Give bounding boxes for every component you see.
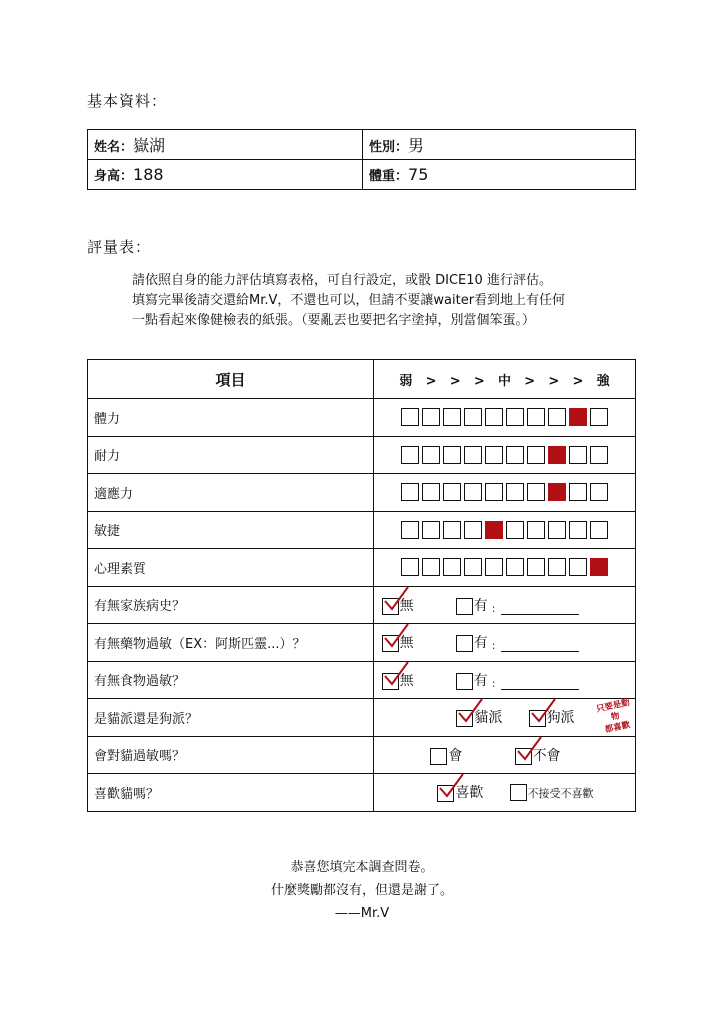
colon: : <box>491 639 496 653</box>
option-no[interactable] <box>515 745 561 765</box>
rating-box[interactable] <box>443 446 461 464</box>
rating-scale[interactable] <box>401 446 608 464</box>
checkbox[interactable] <box>456 635 473 652</box>
colon: : <box>491 676 496 690</box>
scale-arrow: > <box>572 373 584 389</box>
footer-line: 什麼獎勵都沒有，但還是謝了。 <box>270 883 453 898</box>
question-answers <box>374 624 636 662</box>
rating-scale[interactable] <box>401 558 608 576</box>
checkbox[interactable] <box>437 785 454 802</box>
rating-box[interactable] <box>569 521 587 539</box>
name-label: 姓名： <box>94 140 134 155</box>
rating-cell <box>374 436 636 474</box>
rating-label: 體力 <box>88 399 374 437</box>
option-no[interactable] <box>382 632 414 652</box>
basic-info-table <box>87 129 636 190</box>
option-label: 有 <box>473 672 488 689</box>
question-label: 喜歡貓嗎？ <box>88 774 374 812</box>
rating-box[interactable] <box>485 558 503 576</box>
rating-label: 耐力 <box>88 436 374 474</box>
option-label: 不會 <box>532 747 561 764</box>
option-no[interactable] <box>382 595 414 615</box>
option-label: 貓派 <box>474 710 503 727</box>
option-label: 有 <box>473 635 488 652</box>
scale-weak: 弱 <box>399 373 413 389</box>
rating-box[interactable] <box>401 521 419 539</box>
rating-box[interactable] <box>527 408 545 426</box>
rating-box[interactable] <box>485 446 503 464</box>
rating-cell <box>374 549 636 587</box>
footer-line: 恭喜您填完本調查問卷。 <box>290 860 434 875</box>
checkbox[interactable] <box>456 598 473 615</box>
height-label: 身高： <box>94 169 134 184</box>
option-label: 有 <box>473 597 488 614</box>
rating-scale[interactable] <box>401 408 608 426</box>
weight-cell <box>363 160 636 190</box>
option-label: 會 <box>448 747 463 764</box>
table-header-row <box>88 360 636 399</box>
question-row <box>88 661 636 699</box>
rating-cell <box>374 399 636 437</box>
question-answers <box>374 661 636 699</box>
scale-arrow: > <box>425 373 437 389</box>
scale-arrow: > <box>548 373 560 389</box>
rating-box[interactable] <box>401 408 419 426</box>
rating-box[interactable] <box>443 483 461 501</box>
name-value: 嶽湖 <box>133 136 166 155</box>
question-row <box>88 736 636 774</box>
checkbox[interactable] <box>515 748 532 765</box>
question-label: 是貓派還是狗派？ <box>88 699 374 737</box>
option-label: 無 <box>399 635 414 652</box>
question-answers <box>374 699 636 737</box>
rating-label: 敏捷 <box>88 511 374 549</box>
option-yes[interactable] <box>456 595 580 615</box>
rating-box[interactable] <box>443 521 461 539</box>
rating-box[interactable] <box>464 521 482 539</box>
instruction-line: 一點看起來像健檢表的紙張。（要亂丟也要把名字塗掉，別當個笨蛋。） <box>132 313 536 328</box>
rating-box[interactable] <box>548 558 566 576</box>
rating-box[interactable] <box>506 558 524 576</box>
weight-value: 75 <box>408 165 429 184</box>
rating-box[interactable] <box>401 446 419 464</box>
rating-box[interactable] <box>590 558 608 576</box>
checkbox[interactable] <box>382 673 399 690</box>
scale-arrow: > <box>473 373 485 389</box>
rating-box[interactable] <box>569 446 587 464</box>
option-dog[interactable] <box>529 707 575 727</box>
instructions <box>132 271 612 331</box>
rating-box[interactable] <box>569 483 587 501</box>
rating-box[interactable] <box>590 408 608 426</box>
rating-label: 適應力 <box>88 474 374 512</box>
rating-box[interactable] <box>443 558 461 576</box>
rating-row <box>88 474 636 512</box>
scale-arrow: > <box>524 373 536 389</box>
note-line: 都喜歡 <box>604 720 632 736</box>
rating-box[interactable] <box>506 408 524 426</box>
rating-box[interactable] <box>527 558 545 576</box>
rating-box[interactable] <box>422 521 440 539</box>
instruction-line: 填寫完畢後請交還給Mr.V，不還也可以，但請不要讓waiter看到地上有任何 <box>132 293 566 308</box>
rating-row <box>88 511 636 549</box>
option-label: 狗派 <box>546 710 575 727</box>
question-answers <box>374 774 636 812</box>
footer-signature: ——Mr.V <box>334 906 390 921</box>
option-yes[interactable] <box>456 670 580 690</box>
option-dislike[interactable] <box>510 784 594 801</box>
rating-box[interactable] <box>422 408 440 426</box>
question-label: 會對貓過敏嗎？ <box>88 736 374 774</box>
checkbox[interactable] <box>382 598 399 615</box>
rating-box[interactable] <box>569 558 587 576</box>
rating-box[interactable] <box>485 408 503 426</box>
checkbox[interactable] <box>382 635 399 652</box>
rating-row <box>88 436 636 474</box>
question-row <box>88 699 636 737</box>
option-yes[interactable] <box>456 632 580 652</box>
rating-row <box>88 399 636 437</box>
option-cat[interactable] <box>456 707 502 727</box>
instruction-line: 請依照自身的能力評估填寫表格，可自行設定，或骰 DICE10 進行評估。 <box>132 273 552 288</box>
question-answers <box>374 586 636 624</box>
gender-cell <box>363 130 636 160</box>
handwritten-note <box>593 697 638 737</box>
rating-box[interactable] <box>548 446 566 464</box>
option-label: 無 <box>399 597 414 614</box>
fill-blank[interactable] <box>501 675 579 690</box>
rating-row <box>88 549 636 587</box>
rating-box[interactable] <box>464 558 482 576</box>
checkbox[interactable] <box>456 673 473 690</box>
rating-cell <box>374 474 636 512</box>
scale-arrow: > <box>449 373 461 389</box>
rating-box[interactable] <box>422 558 440 576</box>
question-label: 有無藥物過敏（EX：阿斯匹靈...）？ <box>88 624 374 662</box>
weight-label: 體重： <box>369 169 409 184</box>
gender-value: 男 <box>408 136 425 155</box>
option-label: 無 <box>399 672 414 689</box>
rating-scale[interactable] <box>401 521 608 539</box>
rating-box[interactable] <box>527 446 545 464</box>
question-row <box>88 774 636 812</box>
rating-box[interactable] <box>527 483 545 501</box>
item-column-header: 項目 <box>88 360 374 399</box>
question-label: 有無家族病史？ <box>88 586 374 624</box>
rating-scale[interactable] <box>401 483 608 501</box>
rating-box[interactable] <box>401 558 419 576</box>
rating-box[interactable] <box>464 446 482 464</box>
note-line: 只要是動物 <box>595 697 631 723</box>
rating-box[interactable] <box>506 446 524 464</box>
option-no[interactable] <box>382 670 414 690</box>
question-row <box>88 586 636 624</box>
rating-box[interactable] <box>422 446 440 464</box>
option-label: 喜歡 <box>455 785 484 802</box>
checkbox[interactable] <box>430 748 447 765</box>
basic-info-title: 基本資料： <box>87 92 168 110</box>
colon: : <box>491 601 496 615</box>
question-answers <box>374 736 636 774</box>
rating-box[interactable] <box>464 408 482 426</box>
checkbox[interactable] <box>529 710 546 727</box>
fill-blank[interactable] <box>501 637 579 652</box>
rating-box[interactable] <box>485 483 503 501</box>
checkbox[interactable] <box>456 710 473 727</box>
evaluation-table <box>87 359 636 812</box>
scale-mid: 中 <box>497 373 511 389</box>
rating-box[interactable] <box>485 521 503 539</box>
option-like[interactable] <box>437 782 483 802</box>
rating-cell <box>374 511 636 549</box>
question-row <box>88 624 636 662</box>
rating-box[interactable] <box>548 521 566 539</box>
height-value: 188 <box>133 165 164 184</box>
scale-header <box>374 360 636 399</box>
gender-label: 性別： <box>369 140 409 155</box>
rating-box[interactable] <box>464 483 482 501</box>
rating-box[interactable] <box>527 521 545 539</box>
height-cell <box>88 160 363 190</box>
scale-strong: 強 <box>596 373 610 389</box>
rating-box[interactable] <box>590 483 608 501</box>
option-label: 不接受不喜歡 <box>527 786 594 800</box>
evaluation-title: 評量表： <box>87 238 152 256</box>
fill-blank[interactable] <box>501 600 579 615</box>
rating-box[interactable] <box>506 483 524 501</box>
rating-box[interactable] <box>401 483 419 501</box>
rating-label: 心理素質 <box>88 549 374 587</box>
option-yes[interactable] <box>430 745 462 765</box>
rating-box[interactable] <box>443 408 461 426</box>
question-label: 有無食物過敏？ <box>88 661 374 699</box>
rating-box[interactable] <box>548 483 566 501</box>
rating-box[interactable] <box>506 521 524 539</box>
checkbox[interactable] <box>510 784 527 801</box>
rating-box[interactable] <box>590 521 608 539</box>
rating-box[interactable] <box>569 408 587 426</box>
rating-box[interactable] <box>590 446 608 464</box>
rating-box[interactable] <box>548 408 566 426</box>
name-cell <box>88 130 363 160</box>
rating-box[interactable] <box>422 483 440 501</box>
